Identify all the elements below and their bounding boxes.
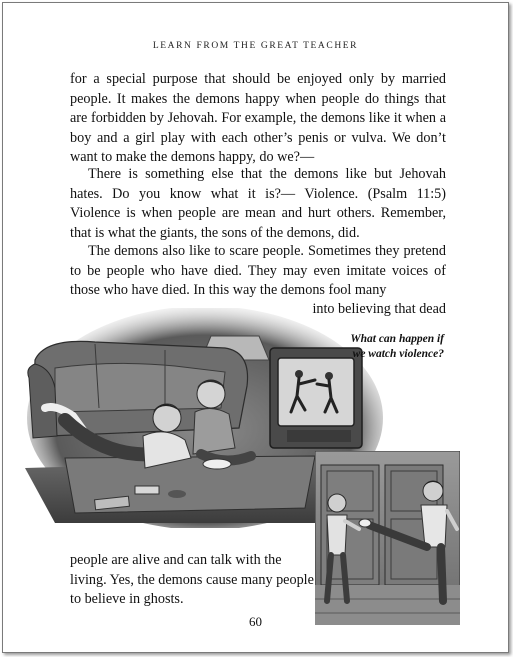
paragraph-4: people are alive and can talk with the living. Yes, the demons cause many people to believe in ghosts.	[70, 552, 314, 608]
illustration-boys-kicking	[315, 451, 460, 625]
page-number: 60	[249, 614, 262, 629]
paragraph-2: There is something else that the demons like but Jehovah hates. Do you know what it is?— Violence. (Psalm 11:5) Violence is when people are mean and hurt others. Remember, that is what the giants, the sons of the demons, did.	[70, 166, 446, 241]
running-header: LEARN FROM THE GREAT TEACHER	[152, 41, 359, 51]
paragraph-1: for a special purpose that should be enjoyed only by married people. It makes the demons happy when people do things that are forbidden by Jehovah. For example, the demons like it when a boy and a girl play with each other’s penis or vulva. We don’t want to make the demons happy, do we?—	[70, 71, 446, 166]
book-page	[2, 2, 509, 653]
paragraph-3-continued: into believing that dead	[312, 301, 446, 317]
paragraph-3: The demons also like to scare people. Sometimes they pretend to be people who have died. They may even imitate voices of those who have died. In this way the demons fool many	[70, 243, 446, 299]
illustration-caption: What can happen if we watch violence?	[350, 333, 444, 360]
